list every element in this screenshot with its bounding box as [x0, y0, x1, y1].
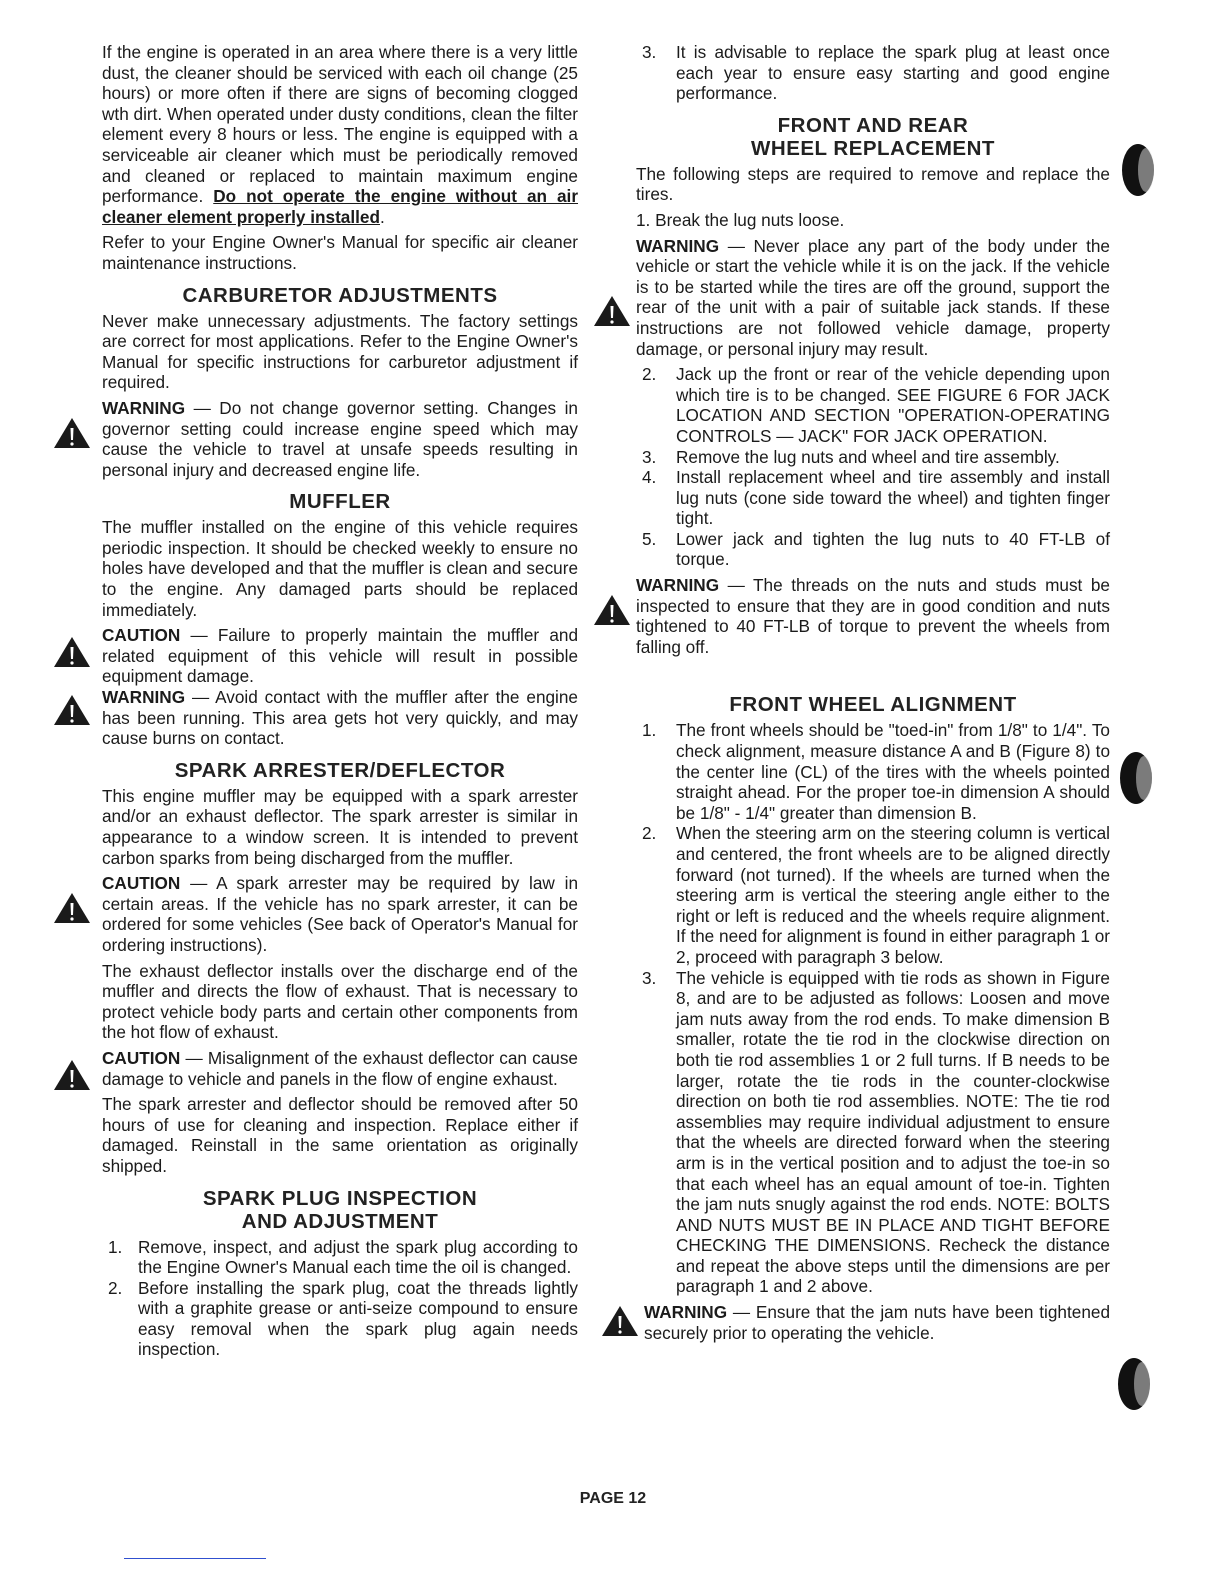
caution-label: CAUTION [102, 625, 181, 646]
muffler-warning: WARNING — Avoid contact with the muffler after the engine has been running. This area gets hot very quickly, and may cause burns on contact. [102, 687, 578, 749]
list-item: 1. The front wheels should be "toed-in" from 1/8" to 1/4". To check alignment, measure distance A and B (Figure 8) to the center line (CL) of the tires with the wheels pointed straight ahead. For the proper toe-in dimension A should be 1/8" - 1/4" greater than dimension B. [642, 720, 1110, 823]
list-item: 4. Install replacement wheel and tire assembly and install lug nuts (cone side toward the wheel) and tighten finger tight. [642, 467, 1110, 529]
warning-label: WARNING [102, 397, 186, 418]
warning-label: WARNING [636, 235, 720, 256]
spark-arrester-heading: SPARK ARRESTER/DEFLECTOR [174, 758, 506, 782]
warning-label: WARNING [644, 1302, 728, 1323]
list-item: 5. Lower jack and tighten the lug nuts to 40 FT-LB of torque. [642, 528, 1110, 570]
exhaust-deflector-paragraph: The exhaust deflector installs over the discharge end of the muffler and directs the flow of exhaust. That is necessary to protect vehicle body parts and certain other components from the hot flow of exhaust. [102, 960, 578, 1043]
caution-label: CAUTION [102, 1047, 181, 1068]
list-item: 1. Remove, inspect, and adjust the spark plug according to the Engine Owner's Manual each time the oil is changed. [108, 1236, 578, 1278]
spark-plug-heading-line-1: SPARK PLUG INSPECTION [202, 1186, 478, 1210]
wheel-warning-1: WARNING — Never place any part of the body under the vehicle or start the vehicle while it is on the jack. If the vehicle is to be started while the tires are off the ground, support the rear of the unit with a pair of suitable jack stands. If these instructions are not followed vehicle damage, property damage, or personal injury may result. [636, 236, 1110, 360]
spark-plug-heading-line-2: AND ADJUSTMENT [241, 1209, 439, 1233]
carburetor-heading: CARBURETOR ADJUSTMENTS [182, 283, 498, 307]
list-item: 3. The vehicle is equipped with tie rods as shown in Figure 8, and are to be adjusted as follows: Loosen and move jam nuts away from the rod ends. To make dimension B smaller, rotate the tie rod in the clockwise direction on both tie rod assemblies 1 or 2 full turns. If B needs to be larger, rotate the tie rods in the counter-clockwise direction on both tie rod assemblies. NOTE: The tie rod assemblies may require individual adjustment to ensure that the wheels are directed forward when the steering arm is in the vertical position and to adjust the toe-in so that each wheel has an equal amount of toe-in. Tighten the jam nuts snugly against the rod ends. NOTE: BOLTS AND NUTS MUST BE IN PLACE AND TIGHT BEFORE CHECKING THE DIMENSIONS. Recheck the distance and repeat the above steps until the dimensions are per paragraph 1 and 2 above. [642, 967, 1110, 1297]
warning-triangle-icon [52, 416, 92, 450]
warning-triangle-icon [52, 693, 92, 727]
carburetor-warning: WARNING — Do not change governor setting. Changes in governor setting could increase engine speed which may cause the vehicle to travel at unsafe speeds resulting in personal injury and decreased engine life. [102, 398, 578, 480]
binder-hole-icon [1112, 1354, 1152, 1414]
list-item: 3. Remove the lug nuts and wheel and tire assembly. [642, 446, 1060, 467]
warning-triangle-icon [592, 593, 632, 627]
spark-arrester-removal-paragraph: The spark arrester and deflector should be removed after 50 hours of use for cleaning and inspection. Replace either if damaged. Reinstall in the same orientation as originally shipped. [102, 1094, 578, 1176]
muffler-caution: CAUTION — Failure to properly maintain the muffler and related equipment of this vehicle will result in possible equipment damage. [102, 625, 578, 687]
wheel-replacement-steps [636, 364, 1110, 570]
warning-triangle-icon [600, 1304, 640, 1338]
carburetor-paragraph: Never make unnecessary adjustments. The factory settings are correct for most applications. Refer to the Engine Owner's Manual for specific instructions for carburetor adjustment if required. [102, 310, 578, 393]
wheel-replacement-paragraph: The following steps are required to remove and replace the tires. [636, 163, 1110, 205]
spark-plug-steps-continued [636, 42, 1110, 104]
right-column [636, 42, 1110, 1343]
list-item: 2. When the steering arm on the steering column is vertical and centered, the front wheels are to be aligned directly forward (not turned). If the wheels are turned when the steering arm is vertical the steering angle either to the right or left is reduced and the wheels require alignment. If the need for alignment is found in either paragraph 1 or 2, proceed with paragraph 3 below. [642, 823, 1110, 967]
warning-triangle-icon [52, 635, 92, 669]
warning-label: WARNING [102, 687, 186, 708]
spark-arrester-paragraph: This engine muffler may be equipped with a spark arrester and/or an exhaust deflector. The spark arrester is similar in appearance to a window screen. It is intended to prevent carbon sparks from being discharged from the muffler. [102, 785, 578, 868]
alignment-heading: FRONT WHEEL ALIGNMENT [729, 693, 1017, 717]
alignment-steps [636, 720, 1110, 1297]
alignment-warning: WARNING — Ensure that the jam nuts have been tightened securely prior to operating the vehicle. [636, 1302, 1110, 1343]
warning-label: WARNING [636, 575, 720, 596]
binder-hole-icon [1114, 748, 1154, 808]
warning-triangle-icon [52, 1058, 92, 1092]
air-cleaner-bold-warning: Do not operate the engine without an air cleaner element properly installed [102, 186, 579, 227]
warning-triangle-icon [592, 294, 632, 328]
wheel-replacement-heading-line-1: FRONT AND REAR [777, 113, 969, 137]
binder-hole-icon [1116, 140, 1156, 200]
list-item: 2. Jack up the front or rear of the vehicle depending upon which tire is to be changed. SEE FIGURE 6 FOR JACK LOCATION AND SECTION "OPERATION-OPERATING CONTROLS — JACK" FOR JACK OPERATION. [642, 364, 1110, 446]
wheel-warning-2: WARNING — The threads on the nuts and studs must be inspected to ensure that they are in good condition and nuts tightened to 40 FT-LB of torque to prevent the wheels from falling off. [636, 575, 1110, 657]
spark-arrester-caution-1: CAUTION — A spark arrester may be required by law in certain areas. If the vehicle has no spark arrester, it can be ordered for some vehicles (See back of Operator's Manual for ordering instructions). [102, 873, 578, 955]
list-item: 3. It is advisable to replace the spark plug at least once each year to ensure easy starting and good engine performance. [642, 42, 1110, 104]
wheel-step-1: 1. Break the lug nuts loose. [636, 209, 845, 230]
divider [124, 1558, 266, 1559]
muffler-heading: MUFFLER [289, 490, 391, 514]
warning-triangle-icon [52, 891, 92, 925]
caution-label: CAUTION [102, 873, 181, 894]
air-cleaner-paragraph: If the engine is operated in an area where there is a very little dust, the cleaner should be serviced with each oil change (25 hours) or more often if there are signs of becoming clogged wth dirt. When operated under dusty conditions, clean the filter element every 8 hours or less. The engine is equipped with a serviceable air cleaner which must be periodically removed and cleaned or replaced to maintain maximum engine performance. Do not operate the engine without an air cleaner element properly installed. [102, 42, 579, 227]
wheel-replacement-heading-line-2: WHEEL REPLACEMENT [751, 136, 995, 160]
air-cleaner-refer-paragraph: Refer to your Engine Owner's Manual for specific air cleaner maintenance instructions. [102, 232, 578, 273]
spark-plug-steps [102, 1237, 578, 1361]
page-number: PAGE 12 [579, 1490, 647, 1507]
muffler-paragraph: The muffler installed on the engine of this vehicle requires periodic inspection. It should be checked weekly to ensure no holes have developed and that the muffler is clean and secure to the engine. Any damaged parts should be replaced immediately. [102, 517, 578, 620]
left-column [102, 42, 578, 1360]
spark-arrester-caution-2: CAUTION — Misalignment of the exhaust deflector can cause damage to vehicle and panels in the flow of engine exhaust. [102, 1048, 578, 1089]
list-item: 2. Before installing the spark plug, coat the threads lightly with a graphite grease or anti-seize compound to ensure easy removal when the spark plug again needs inspection. [108, 1277, 578, 1360]
